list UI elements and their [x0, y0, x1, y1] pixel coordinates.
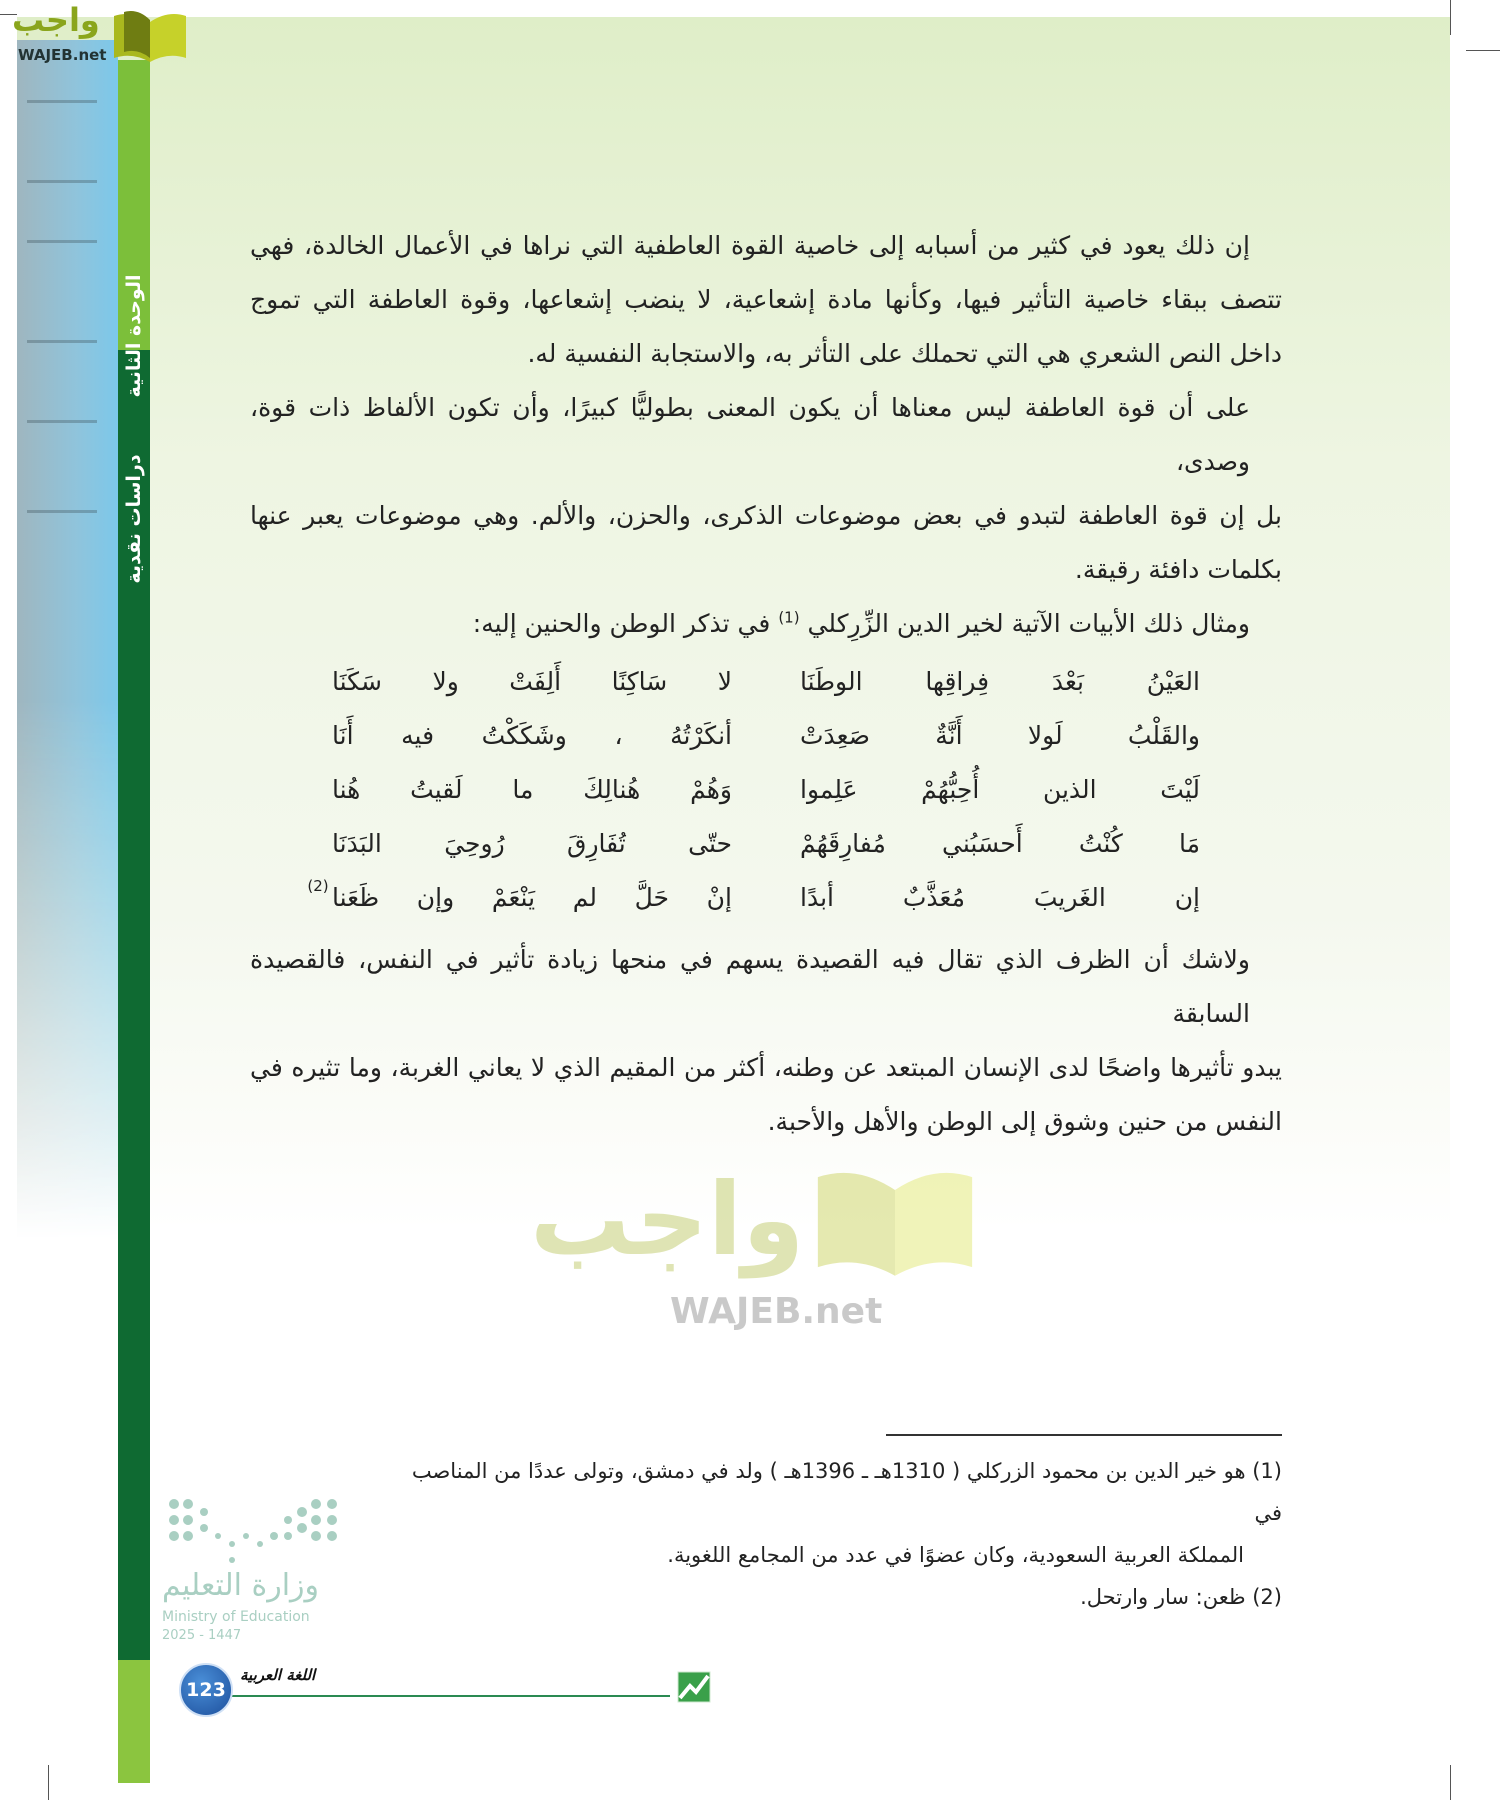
subject-title: اللغة العربية	[240, 1666, 316, 1684]
hemistich-right: إن الغَريبَ مُعَذَّبٌ أبدًا	[800, 883, 1200, 912]
hemistich-right: العَيْنُ بَعْدَ فِراقِها الوطَنَا	[800, 667, 1200, 696]
poem-verse	[250, 655, 1282, 709]
hemistich-left: لا سَاكِنًا أَلِفَتْ ولا سَكَنَا	[332, 667, 732, 696]
intro-text: ومثال ذلك الأبيات الآتية لخير الدين الزِّرِكلي	[807, 609, 1250, 638]
footnotes	[382, 1450, 1282, 1618]
footer-rule	[230, 1695, 670, 1697]
hemistich-right: والقَلْبُ لَولا أَنَّةٌ صَعِدَتْ	[800, 721, 1200, 750]
wajeb-logo[interactable]	[10, 1, 190, 70]
footnote-1-cont: المملكة العربية السعودية، وكان عضوًا في عدد من المجامع اللغوية.	[667, 1543, 1244, 1567]
chart-arrow-icon	[676, 1670, 712, 1704]
footnote-ref-1[interactable]: (1)	[778, 608, 800, 627]
footnote-divider	[886, 1434, 1282, 1436]
crop-mark	[1450, 1765, 1451, 1800]
footnote-2: (2) ظعن: سار وارتحل.	[1080, 1585, 1282, 1609]
poem-intro	[250, 597, 1282, 651]
paragraph-2	[250, 381, 1282, 597]
ministry-logo	[162, 1496, 362, 1656]
book-icon	[110, 8, 190, 64]
text-line: داخل النص الشعري هي التي تحملك على التأثر به، والاستجابة النفسية له.	[527, 339, 1282, 368]
poem-verse	[250, 709, 1282, 763]
section-bar-bottom	[118, 1660, 150, 1783]
page-number: 123	[179, 1663, 233, 1717]
hemistich-left: إنْ حَلَّ لم يَنْعَمْ وإن ظَعَنا	[332, 883, 732, 912]
hemistich-left: حتّى تُفَارِقَ رُوحِيَ البَدَنَا	[332, 829, 732, 858]
paragraph-1	[250, 219, 1282, 381]
section-label: دراسات نقدية	[123, 454, 145, 584]
minaret-photo	[17, 40, 118, 1240]
text-line: بكلمات دافئة رقيقة.	[1074, 555, 1282, 584]
footnote-ref-2[interactable]: (2)	[307, 877, 329, 895]
crop-mark	[1466, 50, 1500, 51]
crop-mark	[48, 1765, 49, 1800]
crop-mark	[1450, 0, 1451, 35]
ministry-arabic: وزارة التعليم	[162, 1568, 320, 1603]
poem-verse	[250, 871, 1282, 925]
text-line: النفس من حنين وشوق إلى الوطن والأهل والأحبة.	[767, 1107, 1282, 1136]
watermark-arabic: واجب	[530, 1161, 805, 1278]
text-line: على أن قوة العاطفة ليس معناها أن يكون المعنى بطوليًّا كبيرًا، وأن تكون الألفاظ ذات قوة، وصدى،	[250, 393, 1250, 476]
ministry-english: Ministry of Education	[162, 1609, 310, 1625]
text-line: ولاشك أن الظرف الذي تقال فيه القصيدة يسهم في منحها زيادة تأثير في النفس، فالقصيدة السابقة	[250, 945, 1250, 1028]
ministry-year: 2025 - 1447	[162, 1628, 242, 1643]
poem-verse	[250, 817, 1282, 871]
watermark-latin: WAJEB.net	[670, 1291, 883, 1332]
text-line: تتصف ببقاء خاصية التأثير فيها، وكأنها مادة إشعاعية، لا ينضب إشعاعها، وقوة العاطفة التي تموج	[250, 285, 1282, 314]
footnote-1: (1) هو خير الدين بن محمود الزركلي ( 1310هـ ـ 1396هـ ) ولد في دمشق، وتولى عددًا من المناصب في	[411, 1459, 1282, 1525]
ministry-dots-icon	[166, 1496, 346, 1566]
logo-arabic: واجب	[12, 1, 100, 39]
hemistich-right: لَيْتَ الذين أُحِبُّهُمْ عَلِموا	[800, 775, 1200, 804]
hemistich-left: أنكَرْتُهُ ، وشَكَكْتُ فيه أَنَا	[332, 721, 732, 750]
text-line: يبدو تأثيرها واضحًا لدى الإنسان المبتعد عن وطنه، أكثر من المقيم الذي لا يعاني الغربة، وما تثيره في	[250, 1053, 1282, 1082]
hemistich-right: مَا كُنْتُ أَحسَبُني مُفارِقَهُمْ	[800, 829, 1200, 858]
intro-text: في تذكر الوطن والحنين إليه:	[472, 609, 771, 638]
unit-label: الوحدة الثانية	[123, 274, 145, 398]
text-line: بل إن قوة العاطفة لتبدو في بعض موضوعات الذكرى، والحزن، والألم. وهي موضوعات يعبر عنها	[250, 501, 1282, 530]
main-text	[250, 219, 1282, 1149]
poem	[250, 655, 1282, 925]
poem-verse	[250, 763, 1282, 817]
hemistich-left: وَهُمْ هُنالِكَ ما لَقيتُ هُنا	[332, 775, 732, 804]
text-line: إن ذلك يعود في كثير من أسبابه إلى خاصية القوة العاطفية التي نراها في الأعمال الخالدة، فهي	[250, 231, 1250, 260]
closing-paragraph	[250, 933, 1282, 1149]
logo-latin: WAJEB.net	[18, 46, 107, 64]
